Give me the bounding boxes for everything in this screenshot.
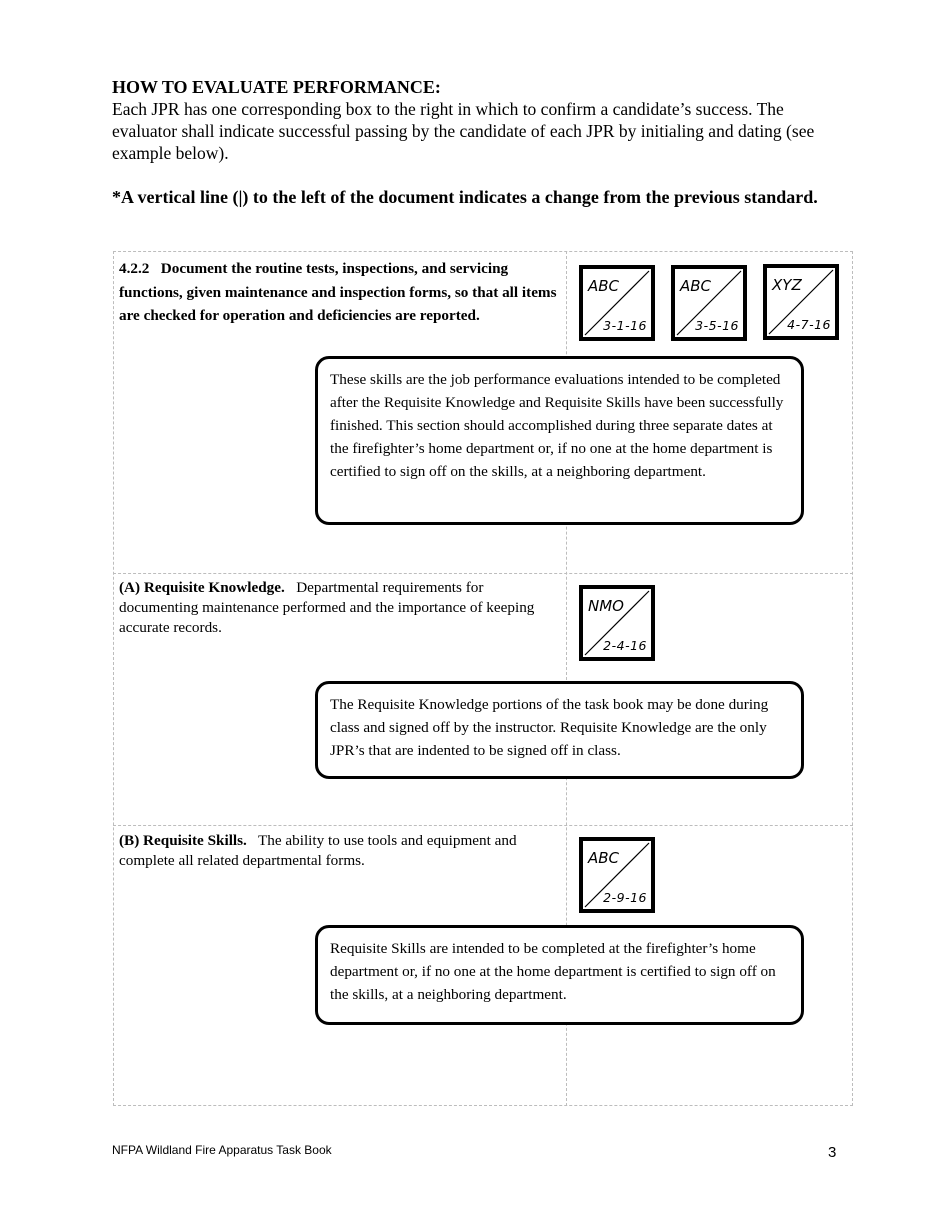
- intro-paragraph: Each JPR has one corresponding box to the right in which to confirm a candidate’s success. The evaluator shall indicate successful passing by the candidate of each JPR by initialing and dating (see example below).: [112, 99, 815, 163]
- signoff-date: 3-5-16: [695, 318, 739, 333]
- signoff-initials: ABC: [680, 277, 712, 295]
- signoff-date: 3-1-16: [603, 318, 647, 333]
- skills-text: The ability to use tools and equipment and complete all related departmental forms.: [119, 832, 517, 869]
- signoff-box[interactable]: [763, 264, 839, 340]
- signoff-date: 4-7-16: [787, 317, 831, 332]
- signoff-box[interactable]: [671, 265, 747, 341]
- jpr-number: 4.2.2: [119, 260, 150, 277]
- jpr-callout: These skills are the job performance evaluations intended to be completed after the Requisite Knowledge and Requisite Skills have been successfully finished. This section should accomplished during three separate dates at the firefighter’s home department or, if no one at the home department is certified to sign off on the skills, at a neighboring department.: [315, 356, 804, 525]
- signoff-initials: XYZ: [772, 276, 802, 294]
- knowledge-text: Departmental requirements for documenting maintenance performed and the importance of keeping accurate records.: [119, 579, 535, 636]
- signoff-initials: NMO: [588, 597, 624, 615]
- skills-description: [119, 831, 559, 871]
- row-divider: [113, 573, 853, 574]
- signoff-date: 2-4-16: [603, 638, 647, 653]
- jpr-description: [119, 257, 559, 328]
- jpr-text: Document the routine tests, inspections, and servicing functions, given maintenance and inspection forms, so that all items are checked for operation and deficiencies are reported.: [119, 260, 557, 324]
- row-divider: [113, 825, 853, 826]
- signoff-box[interactable]: [579, 265, 655, 341]
- knowledge-label: (A) Requisite Knowledge.: [119, 579, 285, 596]
- change-notice: *A vertical line (|) to the left of the document indicates a change from the previous standard.: [112, 187, 818, 207]
- signoff-initials: ABC: [588, 277, 620, 295]
- signoff-box[interactable]: [579, 837, 655, 913]
- knowledge-callout: The Requisite Knowledge portions of the task book may be done during class and signed off by the instructor. Requisite Knowledge are the only JPR’s that are indented to be signed off in class.: [315, 681, 804, 779]
- page-number: 3: [828, 1144, 837, 1161]
- skills-label: (B) Requisite Skills.: [119, 832, 247, 849]
- signoff-date: 2-9-16: [603, 890, 647, 905]
- page-heading: HOW TO EVALUATE PERFORMANCE:: [112, 77, 441, 97]
- skills-callout: Requisite Skills are intended to be completed at the firefighter’s home department or, if no one at the home department is certified to sign off on the skills, at a neighboring department.: [315, 925, 804, 1025]
- signoff-box[interactable]: [579, 585, 655, 661]
- footer-title: NFPA Wildland Fire Apparatus Task Book: [112, 1143, 332, 1157]
- knowledge-description: [119, 578, 549, 638]
- signoff-initials: ABC: [588, 849, 620, 867]
